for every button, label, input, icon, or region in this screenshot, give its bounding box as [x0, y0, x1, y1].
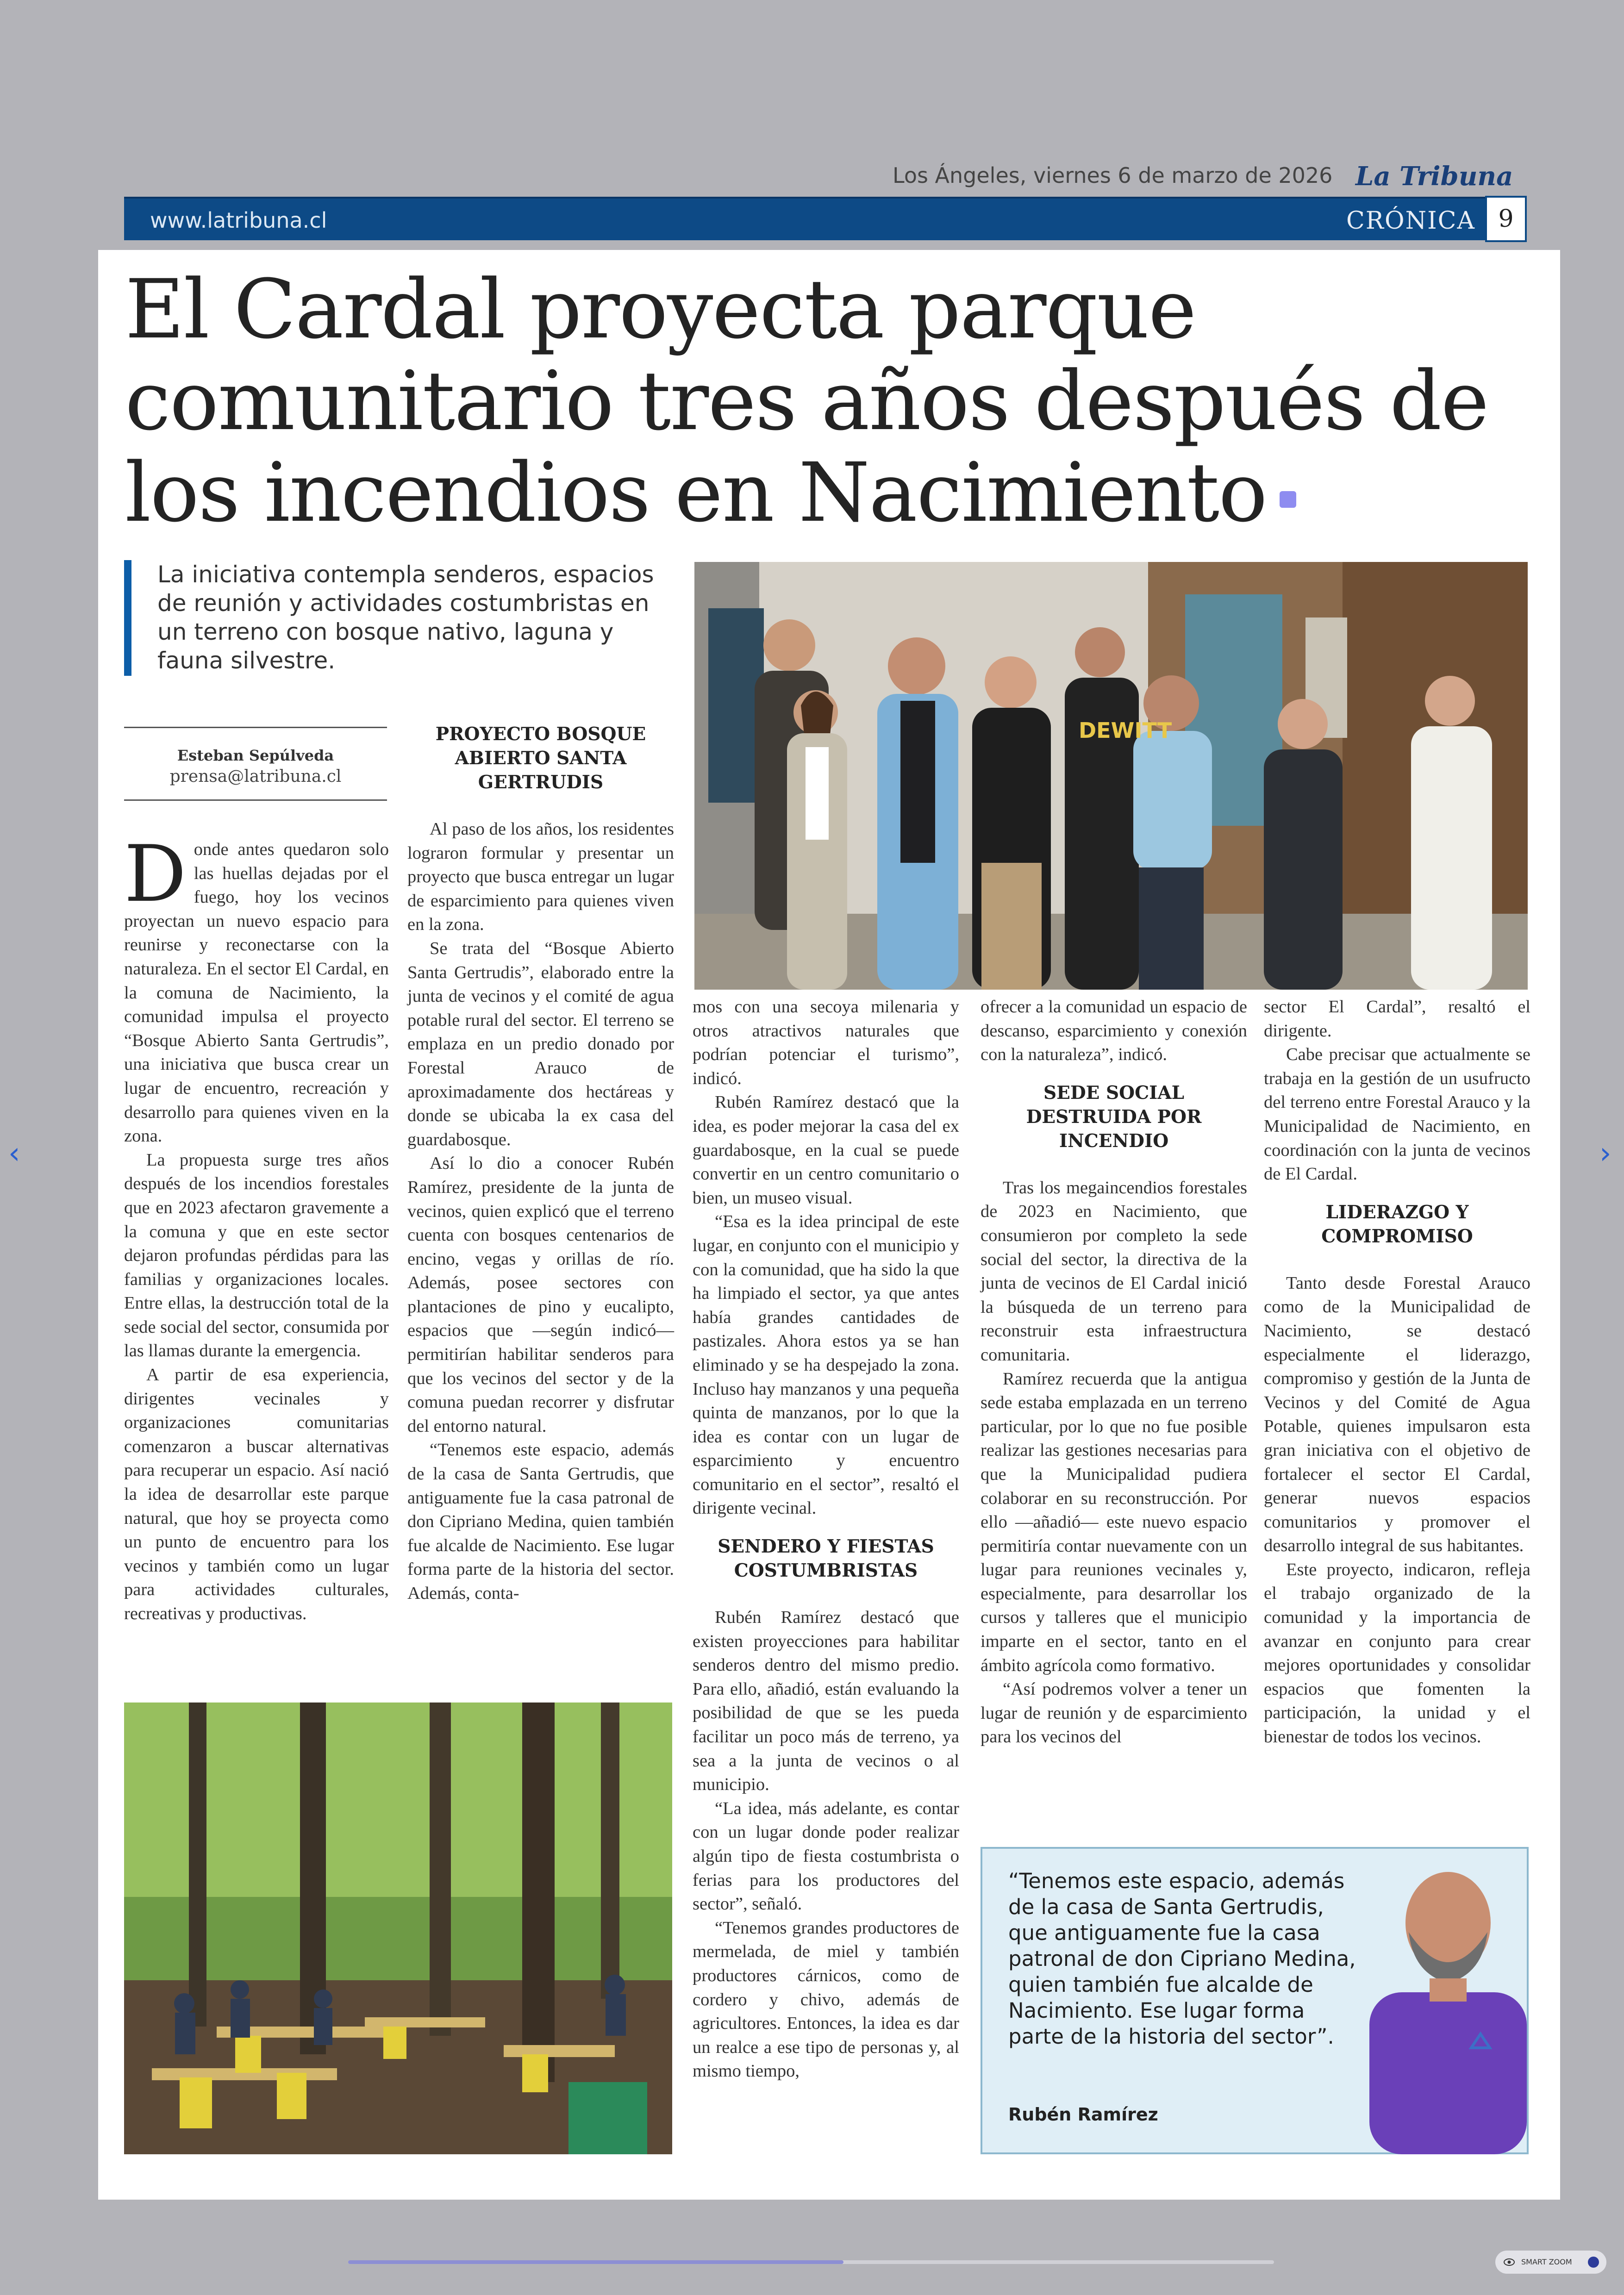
pull-quote — [981, 1847, 1529, 2154]
subheading: SENDERO Y FIESTAS COSTUMBRISTAS — [718, 1536, 934, 1582]
group-photo-illustration — [694, 562, 1528, 990]
page-header — [124, 163, 1527, 194]
forest-photo — [124, 1703, 672, 2154]
paragraph: “Esa es la idea principal de este lugar, en conjunto con el municipio y con la comunidad, que ha sido la que ha limpiado el sector, ya que antes había grandes cantidades de pastizales. Ahora estos ya se han eliminado y se ha despejado la zona. Incluso hay manzanos y una pequeña quinta de manzanos, por lo que la idea es contar con un lugar de esparcimiento y encuentro comunitario en el sector”, resaltó el dirigente vecinal. — [693, 1212, 959, 1518]
paragraph: La propuesta surge tres años después de los incendios forestales que en 2023 afectaron gravemente a la comuna y que en este sector dejaron profundas pérdidas para las familias y organizaciones locales. Entre ellas, la destrucción total de la sede social del sector, consumida por las llamas durante la emergencia. — [124, 1150, 389, 1361]
byline — [124, 727, 387, 801]
subheading: SEDE SOCIAL DESTRUIDA POR INCENDIO — [1026, 1082, 1202, 1152]
article-column-3 — [693, 995, 959, 2083]
paragraph: mos con una secoya milenaria y otros atractivos naturales que podrían potenciar el turismo”, indicó. — [693, 997, 959, 1088]
drop-cap: D — [124, 829, 187, 919]
subheading: LIDERAZGO Y COMPROMISO — [1321, 1201, 1473, 1247]
paragraph: Cabe precisar que actualmente se trabaja en la gestión de un usufructo del terreno entre Forestal Arauco y la Municipalidad de Nacimiento, en coordinación con la junta de vecinos de El Cardal. — [1264, 1045, 1530, 1184]
article-column-4 — [981, 995, 1247, 1749]
shirt-text: DEWITT — [1079, 718, 1172, 743]
website-url: www.latribuna.cl — [150, 208, 327, 233]
article-lead: La iniciativa contempla senderos, espacios de reunión y actividades costumbristas en un terreno con bosque nativo, laguna y fauna silvestre. — [124, 560, 670, 676]
paragraph: onde antes quedaron solo las huellas dejadas por el fuego, hoy los vecinos proyectan un nuevo espacio para reunirse y reconectarse con la naturaleza. En el sector El Cardal, en la comuna de Nacimiento, la comunidad impulsa el proyecto “Bosque Abierto Santa Gertrudis”, una iniciativa que busca crear un lugar de encuentro, recreación y desarrollo para quienes viven en la zona. — [124, 840, 389, 1146]
section-band — [124, 197, 1527, 240]
paragraph: Tras los megaincendios forestales de 2023 en Nacimiento, que consumieron por completo la sede social del sector, la directiva de la junta de vecinos de El Cardal inició la búsqueda de un terreno para reconstruir esta infraestructura comunitaria. — [981, 1178, 1247, 1365]
paragraph: “Tenemos este espacio, además de la casa de Santa Gertrudis, que antiguamente fue la casa patronal de don Cipriano Medina, quien también fue alcalde de Nacimiento. Ese lugar forma parte de la historia del sector. Además, conta- — [407, 1440, 674, 1603]
subheading: PROYECTO BOSQUE ABIERTO SANTA GERTRUDIS — [435, 723, 646, 793]
eye-icon — [1504, 2258, 1515, 2267]
forest-photo-illustration — [124, 1703, 672, 2154]
info-badge-icon — [1588, 2257, 1599, 2268]
next-page-arrow[interactable]: › — [1599, 1136, 1612, 1171]
paragraph: Se trata del “Bosque Abierto Santa Gertrudis”, elaborado entre la junta de vecinos y el comité de agua potable rural del sector. El terreno se emplaza en un predio donado por Forestal Arauco de aproximadamente dos hectáreas y donde se ubicaba la ex casa del guardabosque. — [407, 938, 674, 1149]
note-icon[interactable] — [1280, 491, 1296, 508]
paragraph: “La idea, más adelante, es contar con un lugar donde poder realizar algún tipo de fiesta costumbrista o ferias para los productores del sector”, señaló. — [693, 1798, 959, 1914]
article-column-1 — [124, 829, 389, 1626]
author-email[interactable]: prensa@latribuna.cl — [169, 767, 342, 786]
article-column-5 — [1264, 995, 1530, 1749]
paragraph: ofrecer a la comunidad un espacio de descanso, esparcimiento y conexión con la naturaleza”, indicó. — [981, 997, 1247, 1065]
page-number: 9 — [1485, 196, 1527, 242]
paragraph: A partir de esa experiencia, dirigentes vecinales y organizaciones comunitarias comenzaron a buscar alternativas para recuperar un espacio. Así nació la idea de desarrollar este parque natural, que hoy se proyecta como un punto de encuentro para los vecinos y también como un lugar para actividades culturales, recreativas y productivas. — [124, 1365, 389, 1623]
previous-page-arrow[interactable]: ‹ — [8, 1136, 20, 1171]
scrollbar-thumb[interactable] — [348, 2260, 843, 2264]
article-title: El Cardal proyecta parque comunitario tres años después de los incendios en Nacimiento — [125, 262, 1488, 540]
paragraph: sector El Cardal”, resaltó el dirigente. — [1264, 997, 1530, 1041]
page-scrollbar[interactable] — [348, 2260, 1274, 2264]
quote-text: “Tenemos este espacio, además de la casa de Santa Gertrudis, que antiguamente fue la casa patronal de don Cipriano Medina, quien también fue alcalde de Nacimiento. Ese lugar forma parte de la historia del sector”. — [1008, 1869, 1356, 2049]
paragraph: Al paso de los años, los residentes lograron formular y presentar un proyecto que busca entregar un lugar de esparcimiento para quienes viven en la zona. — [407, 819, 674, 935]
article-column-2 — [407, 722, 674, 1606]
paragraph: “Tenemos grandes productores de mermelada, de miel y también productores cárnicos, como de cordero y chivo, además de agricultores. Entonces, la idea es dar un realce a ese tipo de personas y, al mismo tiempo, — [693, 1918, 959, 2081]
paragraph: Tanto desde Forestal Arauco como de la Municipalidad de Nacimiento, se destacó especialmente el liderazgo, compromiso y gestión de la Junta de Vecinos y del Comité de Agua Potable, quienes impulsaron esta gran iniciativa con el objetivo de fortalecer el sector El Cardal, generar nuevos espacios comunitarios y promover el desarrollo integral de sus habitantes. — [1264, 1273, 1530, 1556]
author-name: Esteban Sepúlveda — [177, 747, 334, 764]
newspaper-logo: La Tribuna — [1355, 161, 1513, 192]
smart-zoom-toggle[interactable] — [1495, 2251, 1606, 2274]
group-photo — [694, 562, 1528, 990]
quote-attribution: Rubén Ramírez — [1008, 2104, 1158, 2125]
dateline: Los Ángeles, viernes 6 de marzo de 2026 — [893, 163, 1333, 188]
paragraph: Rubén Ramírez destacó que la idea, es poder mejorar la casa del ex guardabosque, en la cual se puede convertir en un centro comunitario o bien, un museo visual. — [693, 1092, 959, 1208]
section-name: CRÓNICA — [1346, 207, 1475, 235]
smart-zoom-label: SMART ZOOM — [1521, 2258, 1572, 2266]
paragraph: Este proyecto, indicaron, refleja el trabajo organizado de la comunidad y la importancia de avanzar en conjunto para crear mejores oportunidades y consolidar espacios que fomenten la participación, la unidad y el bienestar de todos los vecinos. — [1264, 1559, 1530, 1747]
quote-portrait — [1360, 1863, 1527, 2154]
paragraph: Así lo dio a conocer Rubén Ramírez, presidente de la junta de vecinos, quien explicó que el terreno cuenta con bosques centenarios de encino, vegas y orillas de río. Además, posee sectores con plantaciones de pino y eucalipto, espacios que —según indicó— permitirían habilitar senderos para que los vecinos del sector y de la comuna puedan recorrer y disfrutar del entorno natural. — [407, 1154, 674, 1436]
paragraph: “Así podremos volver a tener un lugar de reunión y de esparcimiento para los vecinos del — [981, 1679, 1247, 1747]
paragraph: Rubén Ramírez destacó que existen proyecciones para habilitar senderos dentro del mismo predio. Para ello, añadió, están evaluando la posibilidad de que se les pueda facilitar un poco más de terreno, ya sea a la junta de vecinos o al municipio. — [693, 1608, 959, 1795]
paragraph: Ramírez recuerda que la antigua sede estaba emplazada en un terreno particular, por lo que no fue posible realizar las gestiones necesarias para que la Municipalidad pudiera colaborar en su reconstrucción. Por ello —añadió— este nuevo espacio permitiría contar nuevamente con un lugar para reuniones vecinales y, especialmente, para desarrollar los cursos y talleres que el municipio imparte en el sector, tanto en el ámbito agrícola como formativo. — [981, 1369, 1247, 1675]
